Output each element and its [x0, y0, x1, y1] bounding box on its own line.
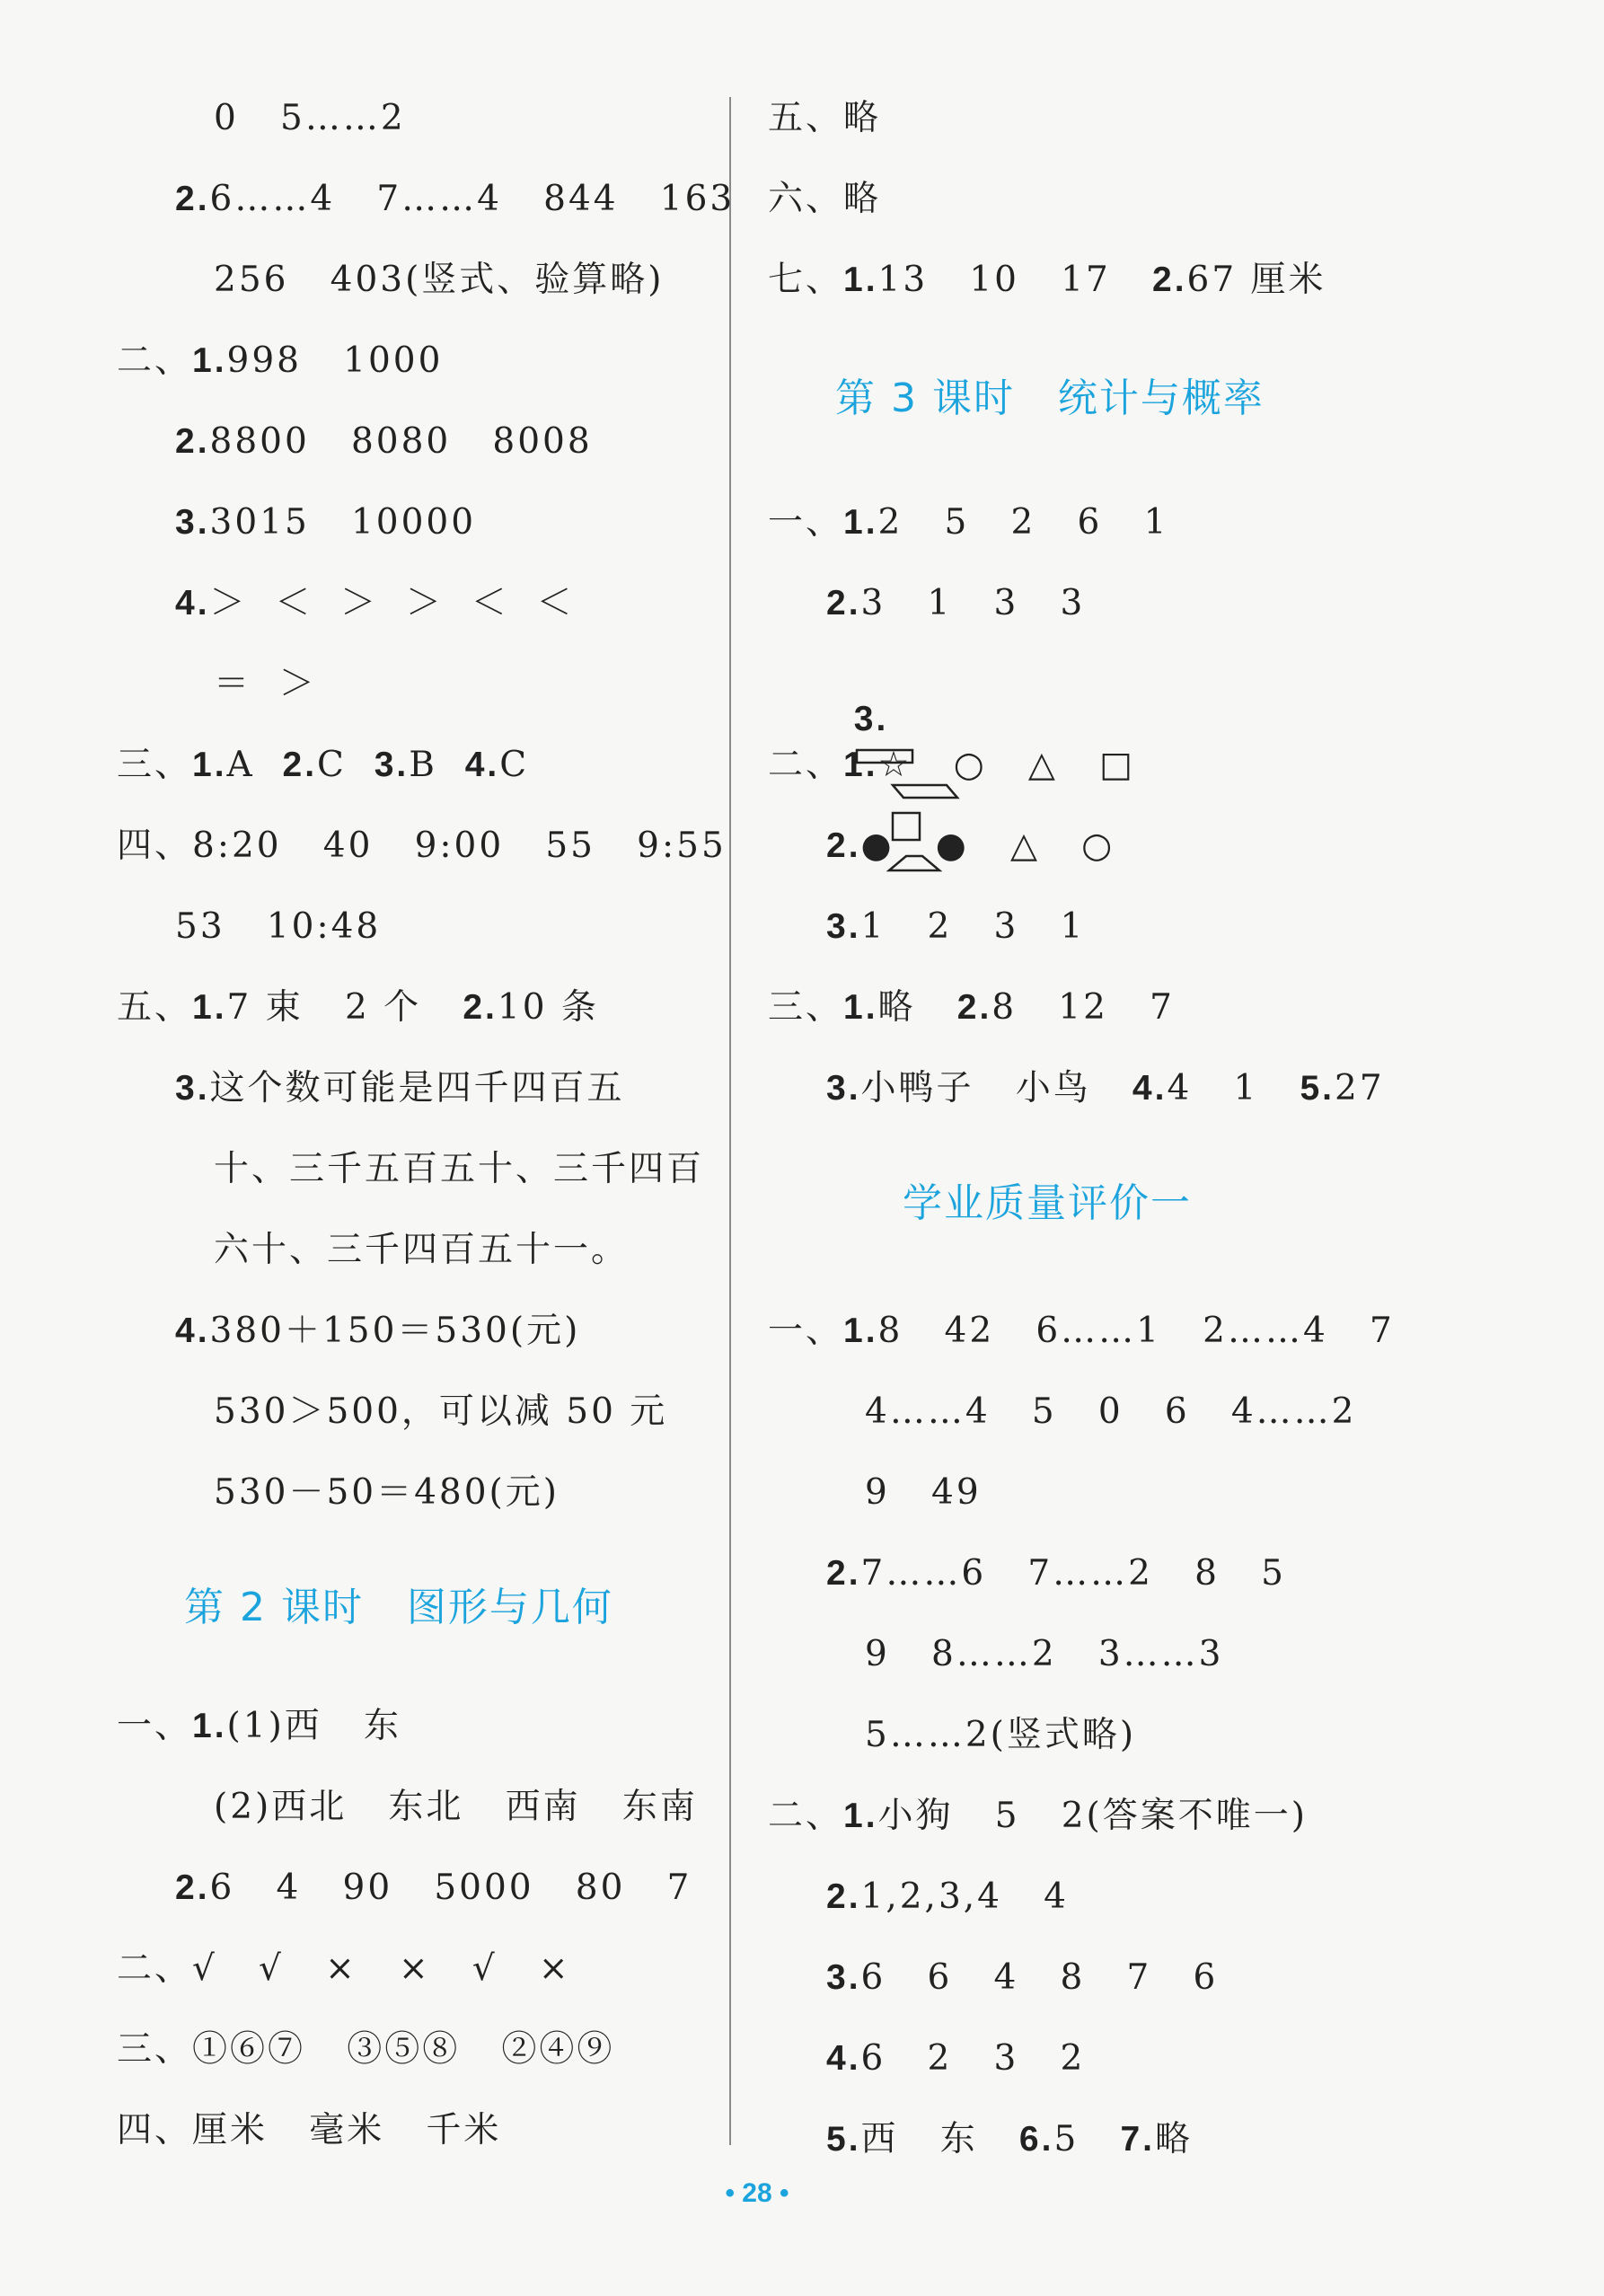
answer-line: 2.● ● △ ○ — [826, 826, 1115, 866]
answer-line: 五、1.7 束 2 个 2.10 条 — [117, 987, 599, 1028]
section-heading: 第 3 课时 统计与概率 — [835, 375, 1265, 421]
answer-line: 一、1.(1)西 东 — [117, 1706, 401, 1746]
answer-line: 2.8800 8080 8008 — [175, 421, 593, 462]
answer-line: 二、1.☆ ○ △ □ — [768, 745, 1135, 785]
answer-line: 3. — [826, 667, 962, 878]
answer-line: 256 403(竖式、验算略) — [214, 260, 665, 300]
answer-line: 三、①⑥⑦ ③⑤⑧ ②④⑨ — [117, 2029, 615, 2070]
answer-line: 2.6 4 90 5000 80 7 — [175, 1868, 692, 1908]
answer-line: 53 10:48 — [175, 906, 382, 947]
answer-line: 六十、三千四百五十一。 — [214, 1230, 630, 1270]
page-number: • 28 • — [725, 2178, 789, 2208]
answer-line: 530＞500，可以减 50 元 — [214, 1391, 668, 1432]
answer-line: 2.7……6 7……2 8 5 — [826, 1553, 1286, 1594]
answer-line: 3.3015 10000 — [175, 502, 477, 543]
answer-line: 3.这个数可能是四千四百五 — [175, 1068, 625, 1108]
answer-line: 5.西 东 6.5 7.略 — [826, 2119, 1194, 2159]
answer-line: 四、厘米 毫米 千米 — [117, 2110, 502, 2150]
answer-line: 9 8……2 3……3 — [865, 1634, 1224, 1674]
answer-line: 4.6 2 3 2 — [826, 2038, 1086, 2079]
answer-line: 3.小鸭子 小鸟 4.4 1 5.27 — [826, 1068, 1385, 1108]
answer-line: 七、1.13 10 17 2.67 厘米 — [768, 260, 1326, 300]
section-heading: 学业质量评价一 — [903, 1180, 1192, 1226]
answer-line: (2)西北 东北 西南 东南 — [214, 1787, 698, 1827]
answer-line: 2.1,2,3,4 4 — [826, 1877, 1069, 1917]
answer-line: 四、8:20 40 9:00 55 9:55 — [117, 826, 727, 866]
answer-line: 三、1.A 2.C 3.B 4.C — [117, 745, 530, 785]
answer-line: 530－50＝480(元) — [214, 1472, 560, 1513]
answer-line: 0 5……2 — [214, 98, 406, 138]
answer-line: 2.3 1 3 3 — [826, 583, 1086, 623]
answer-line: 3.6 6 4 8 7 6 — [826, 1957, 1219, 1998]
answer-line: ＝ ＞ — [214, 664, 317, 704]
answer-line: 十、三千五百五十、三千四百 — [214, 1149, 705, 1189]
section-heading: 第 2 课时 图形与几何 — [184, 1585, 613, 1630]
answer-line: 二、√ √ × × √ × — [117, 1948, 571, 1989]
answer-line: 二、1.小狗 5 2(答案不唯一) — [768, 1796, 1308, 1836]
answer-line: 一、1.8 42 6……1 2……4 7 — [768, 1311, 1395, 1351]
answer-line: 4……4 5 0 6 4……2 — [865, 1391, 1357, 1432]
answer-line: 二、1.998 1000 — [117, 340, 444, 381]
answer-line: 3.1 2 3 1 — [826, 906, 1086, 947]
answer-line: 三、1.略 2.8 12 7 — [768, 987, 1175, 1028]
answer-line: 9 49 — [865, 1472, 982, 1513]
answer-line: 五、略 — [768, 98, 882, 138]
answer-line: 5……2(竖式略) — [865, 1715, 1137, 1755]
answer-line: 4.380＋150＝530(元) — [175, 1311, 581, 1351]
answer-line: 4.＞ ＜ ＞ ＞ ＜ ＜ — [175, 583, 575, 623]
answer-line: 2.6……4 7……4 844 163 — [175, 179, 736, 219]
answer-line: 一、1.2 5 2 6 1 — [768, 502, 1169, 543]
column-divider — [729, 97, 731, 2145]
answer-line: 六、略 — [768, 179, 882, 219]
